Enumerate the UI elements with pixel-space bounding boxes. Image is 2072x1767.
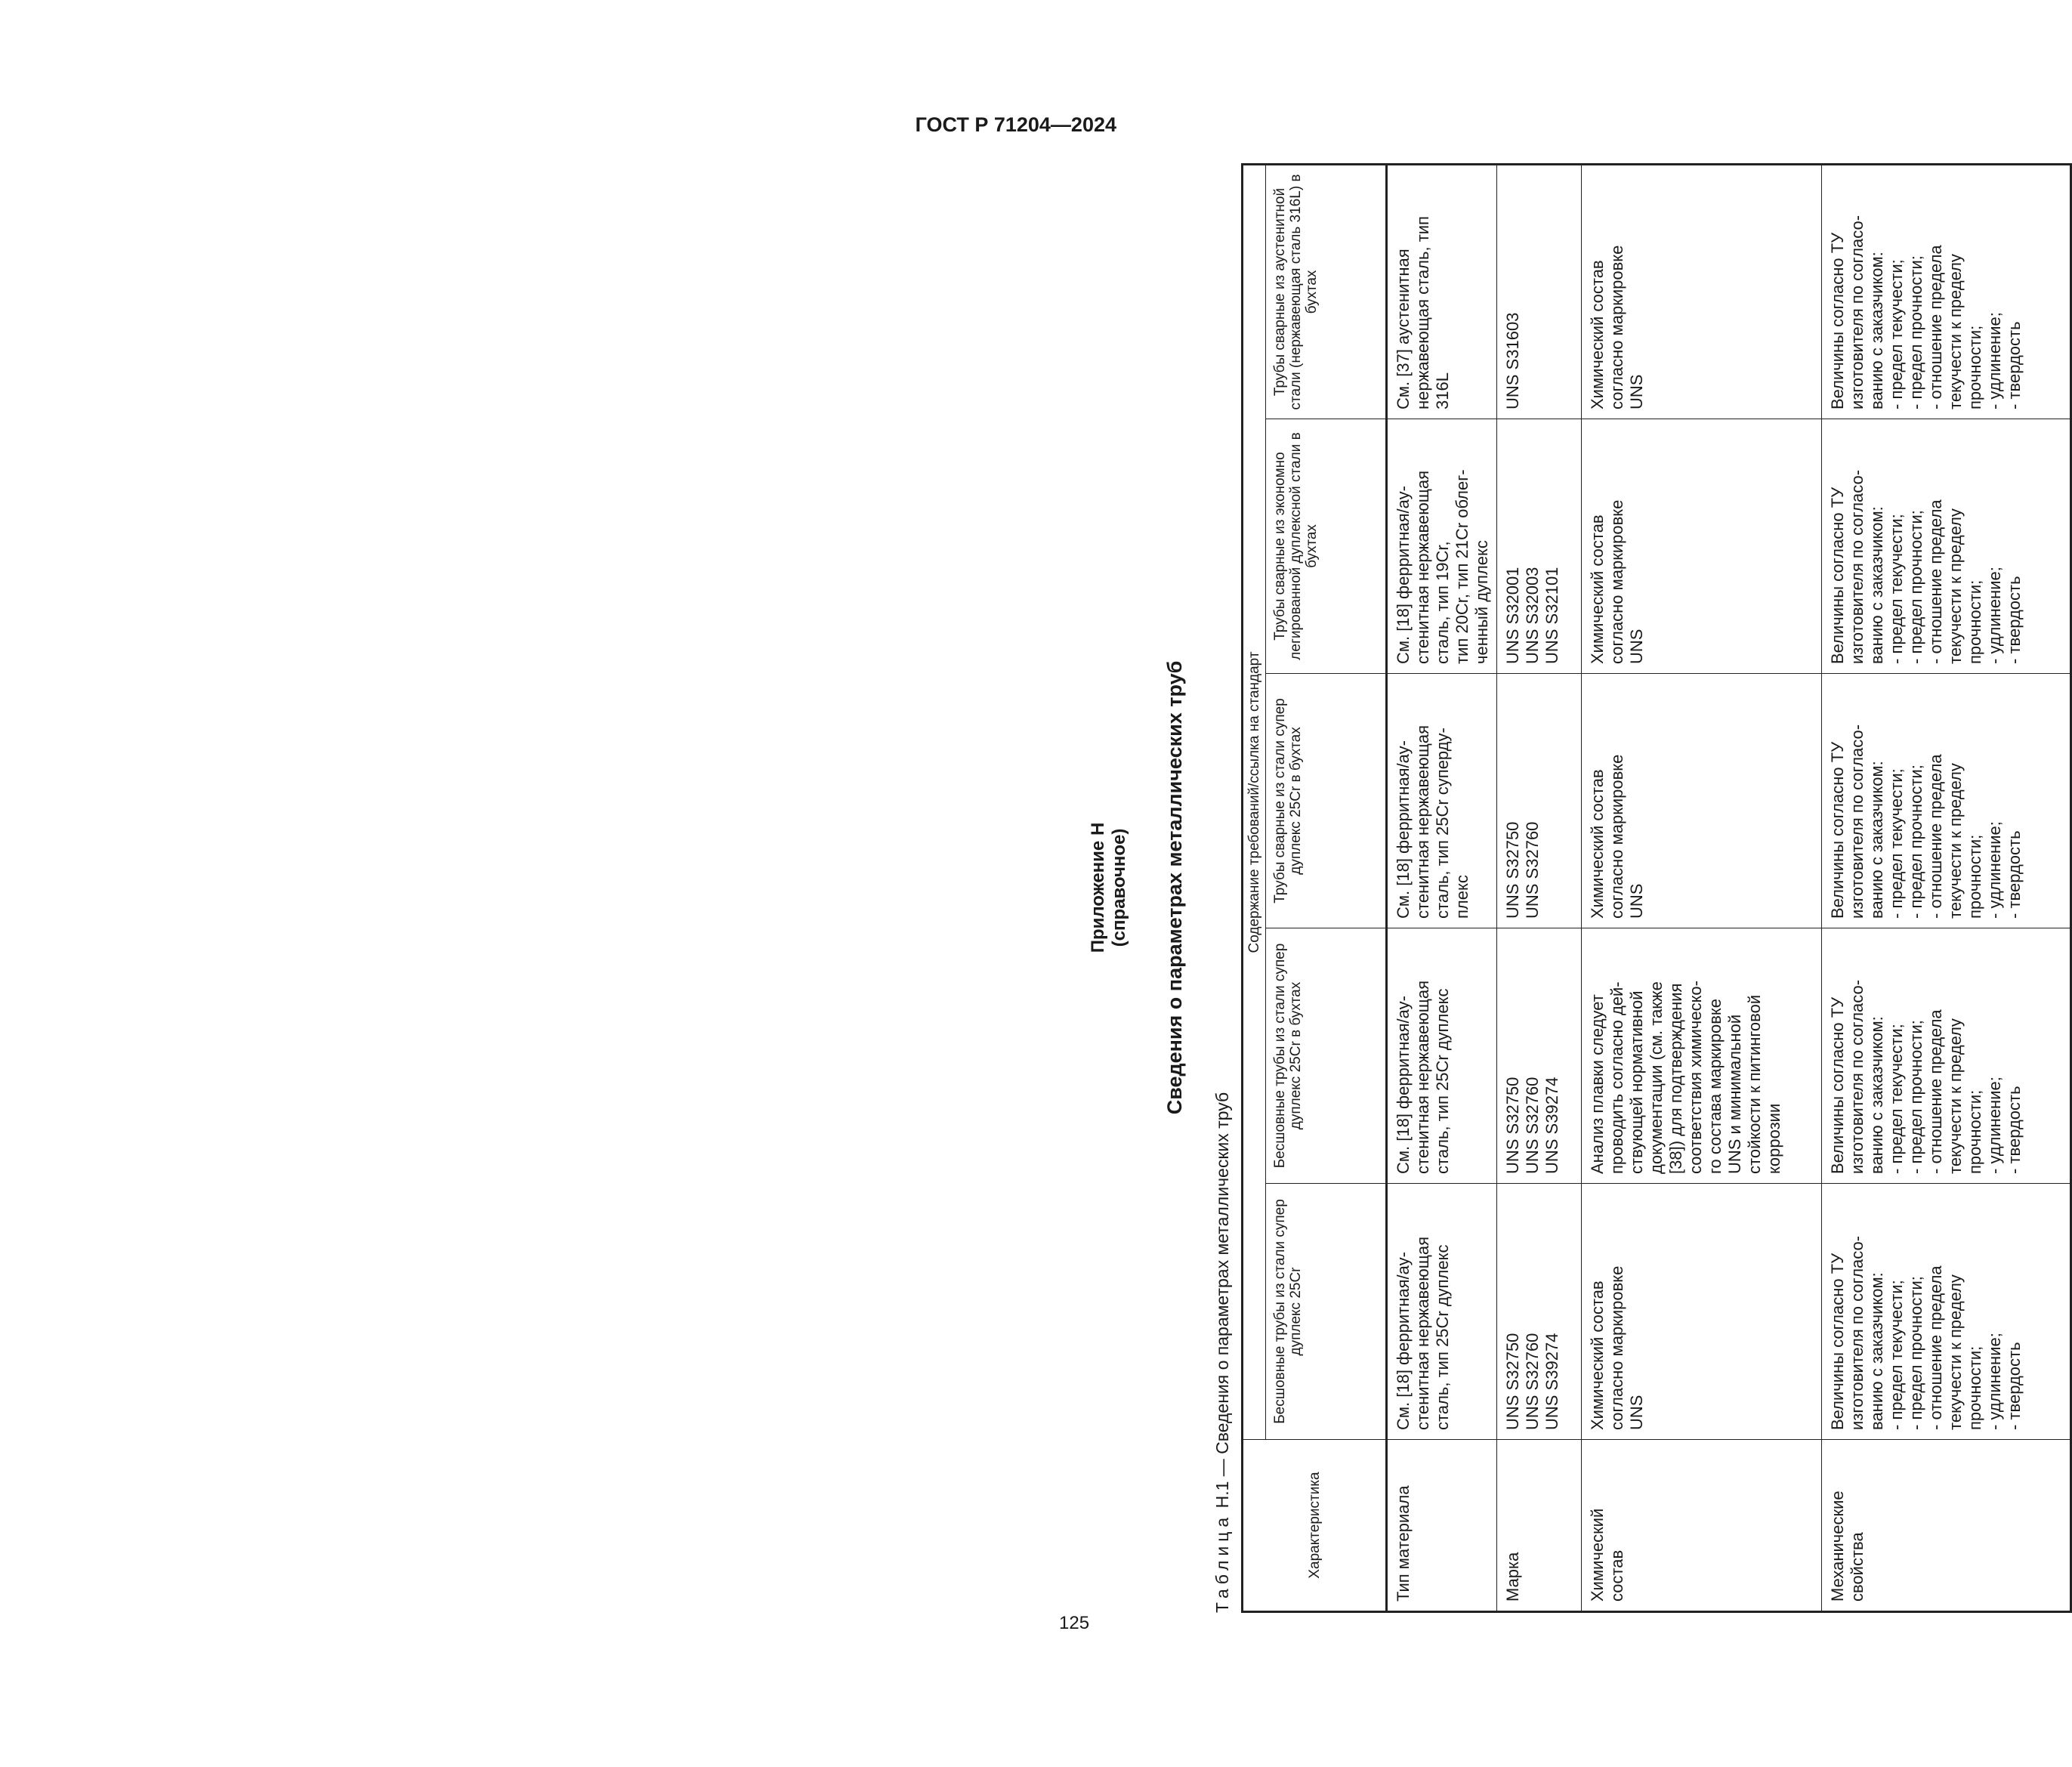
table-cell: См. [18] ферритная/ау- стенитная нержавеющая сталь, тип 25Cr дуплекс	[1387, 1184, 1497, 1440]
table-cell: Величины согласно ТУ изготовителя по согласо- ванию с заказчиком: - предел текучести; - предел прочности; - отношение предела текучести к пределу прочности; - удлинение; - твердость	[1822, 164, 2071, 419]
table-cell: Величины согласно ТУ изготовителя по согласо- ванию с заказчиком: - предел текучести; - предел прочности; - отношение предела текучести к пределу прочности; - удлинение; - твердость	[1822, 1184, 2071, 1440]
appendix-title: Приложение Н	[1088, 822, 1108, 953]
row-label: Механические свойства	[1822, 1440, 2071, 1612]
row-label: Марка	[1497, 1440, 1582, 1612]
table-cell: Химический состав согласно маркировке UNS	[1582, 164, 1822, 419]
table-row	[1497, 164, 1582, 1611]
table-cell: Величины согласно ТУ изготовителя по согласо- ванию с заказчиком: - предел текучести; - предел прочности; - отношение предела текучести к пределу прочности; - удлинение; - твердость	[1822, 674, 2071, 928]
table-row	[1387, 164, 1497, 1611]
table-cell: Величины согласно ТУ изготовителя по согласо- ванию с заказчиком: - предел текучести; - предел прочности; - отношение предела текучести к пределу прочности; - удлинение; - твердость	[1822, 419, 2071, 674]
table-cell: См. [37] аустенитная нержавеющая сталь, тип 316L	[1387, 164, 1497, 419]
table-cell: UNS S32750 UNS S32760 UNS S39274	[1497, 928, 1582, 1184]
group-header: Содержание требований/ссылка на стандарт	[1243, 164, 1266, 1439]
column-header: Бесшовные трубы из стали супер дуплекс 25Cr	[1266, 1184, 1387, 1440]
table-cell: Химический состав согласно маркировке UNS	[1582, 1184, 1822, 1440]
table-cell: UNS S32750 UNS S32760 UNS S39274	[1497, 1184, 1582, 1440]
column-header: Трубы сварные из аустенитной стали (нержавеющая сталь 316L) в бухтах	[1266, 164, 1387, 419]
table-caption-prefix: Таблица	[1212, 1512, 1232, 1613]
column-header: Бесшовные трубы из стали супер дуплекс 25Cr в бухтах	[1266, 928, 1387, 1184]
table-cell: Химический состав согласно маркировке UNS	[1582, 674, 1822, 928]
page-title: Сведения о параметрах металлических труб	[1163, 660, 1186, 1115]
table-row	[1582, 164, 1822, 1611]
table-row	[1822, 164, 2071, 1611]
table-cell: Химический состав согласно маркировке UNS	[1582, 419, 1822, 674]
table-cell: См. [18] ферритная/ау- стенитная нержавеющая сталь, тип 25Cr дуплекс	[1387, 928, 1497, 1184]
column-header: Трубы сварные из экономно легированной дуплексной стали в бухтах	[1266, 419, 1387, 674]
appendix-subtitle: (справочное)	[1109, 828, 1129, 947]
table-cell: См. [18] ферритная/ау- стенитная нержавеющая сталь, тип 25Cr суперду- плекс	[1387, 674, 1497, 928]
column-header: Трубы сварные из стали супер дуплекс 25Cr в бухтах	[1266, 674, 1387, 928]
appendix-heading	[1088, 162, 1130, 1613]
rotated-content	[1088, 162, 2024, 1613]
page-number: 125	[1059, 1613, 1090, 1633]
table-cell: UNS S32001 UNS S32003 UNS S32101	[1497, 419, 1582, 674]
standard-number: ГОСТ Р 71204—2024	[915, 113, 1116, 136]
row-label: Химический состав	[1582, 1440, 1822, 1612]
characteristic-header: Характеристика	[1243, 1440, 1387, 1612]
table-cell: См. [18] ферритная/ау- стенитная нержавеющая сталь, тип 19Cr, тип 20Cr, тип 21Cr облег- ченный дуплекс	[1387, 419, 1497, 674]
table-caption	[1212, 162, 1234, 1613]
row-label: Тип материала	[1387, 1440, 1497, 1612]
parameters-table	[1241, 163, 2072, 1613]
table-cell: Величины согласно ТУ изготовителя по согласо- ванию с заказчиком: - предел текучести; - предел прочности; - отношение предела текучести к пределу прочности; - удлинение; - твердость	[1822, 928, 2071, 1184]
table-cell: UNS S32750 UNS S32760	[1497, 674, 1582, 928]
table-caption-text: Н.1 — Сведения о параметрах металлических труб	[1212, 1092, 1232, 1509]
table-cell: Анализ плавки следует проводить согласно дей- ствующей нормативной документации (см. также [38]) для подтверждения соответствия химическо- го состава маркировке UNS и минимальной стойкости к питинговой коррозии	[1582, 928, 1822, 1184]
table-cell: UNS S31603	[1497, 164, 1582, 419]
